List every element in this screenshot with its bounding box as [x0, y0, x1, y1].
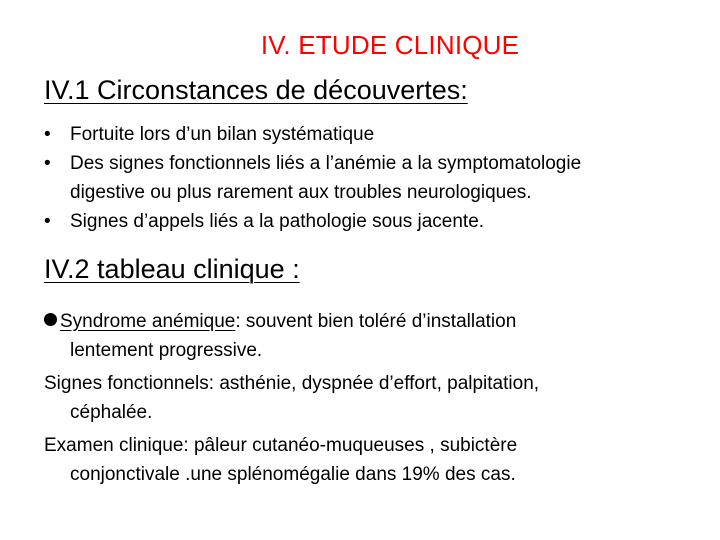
term-label: Syndrome anémique	[60, 311, 236, 332]
section-heading-circonstances: IV.1 Circonstances de découvertes:	[44, 75, 468, 105]
paragraph-text: souvent bien toléré d’installation	[240, 311, 517, 332]
term-colon: :	[235, 311, 241, 332]
list-item	[44, 120, 694, 149]
paragraph-text-continuation: conjonctivale .une splénomégalie dans 19% des cas.	[70, 464, 516, 485]
bullet-icon	[44, 313, 57, 326]
bullet-icon: •	[44, 153, 51, 174]
list-item	[44, 149, 694, 207]
paragraph-signes-fonctionnels	[44, 369, 694, 427]
bullet-text-continuation: digestive ou plus rarement aux troubles neurologiques.	[70, 182, 532, 203]
paragraph-text: Examen clinique: pâleur cutanéo-muqueuses , subictère	[44, 435, 518, 456]
paragraph-text-continuation: lentement progressive.	[70, 340, 263, 361]
bullet-list	[44, 120, 694, 236]
paragraph-syndrome-anemique	[44, 307, 694, 365]
bullet-text: Fortuite lors d’un bilan systématique	[70, 124, 375, 145]
section-heading-tableau-clinique: IV.2 tableau clinique :	[44, 254, 300, 284]
bullet-icon: •	[44, 124, 51, 145]
list-item	[44, 207, 694, 236]
bullet-text: Des signes fonctionnels liés a l’anémie a la symptomatologie	[70, 153, 582, 174]
paragraph-examen-clinique	[44, 431, 694, 489]
bullet-text: Signes d’appels liés a la pathologie sous jacente.	[70, 211, 485, 232]
paragraph-text-continuation: céphalée.	[70, 402, 153, 423]
bullet-icon: •	[44, 211, 51, 232]
paragraph-text: Signes fonctionnels: asthénie, dyspnée d’effort, palpitation,	[44, 373, 540, 394]
slide-title: IV. ETUDE CLINIQUE	[260, 30, 520, 60]
